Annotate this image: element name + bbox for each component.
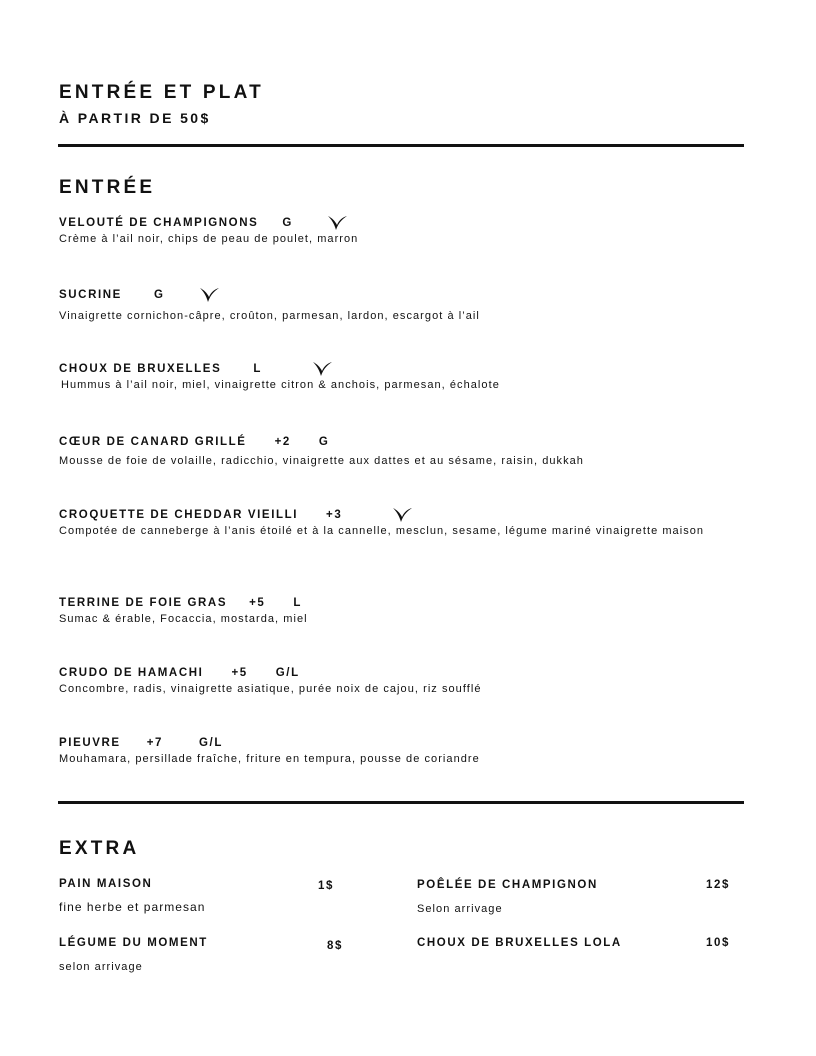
menu-item: [59, 361, 749, 393]
divider: [58, 801, 744, 804]
menu-item: [59, 735, 749, 767]
extra-item-price: 8$: [327, 940, 343, 952]
item-tag: G/L: [275, 667, 300, 679]
divider: [58, 144, 744, 147]
item-price: +7: [146, 737, 163, 749]
extra-item-price: 10$: [706, 937, 730, 949]
item-name: CROQUETTE DE CHEDDAR VIEILLI: [59, 509, 299, 521]
item-tag: G: [318, 436, 330, 448]
menu-item: [59, 434, 749, 469]
menu-item: [59, 287, 749, 324]
item-tag: L: [293, 597, 303, 609]
item-description: Hummus à l’ail noir, miel, vinaigrette citron & anchois, parmesan, échalote: [61, 379, 500, 391]
item-name: PIEUVRE: [59, 737, 121, 749]
item-tag: G/L: [199, 737, 223, 749]
leaf-icon: [327, 214, 349, 232]
leaf-icon: [392, 506, 414, 524]
leaf-icon: [199, 286, 221, 304]
item-name: SUCRINE: [59, 289, 122, 301]
extra-item-name: LÉGUME DU MOMENT: [59, 937, 208, 949]
menu-item: [59, 595, 749, 627]
item-description: Mousse de foie de volaille, radicchio, vinaigrette aux dattes et au sésame, raisin, dukkah: [59, 455, 584, 467]
item-price: +3: [326, 509, 343, 521]
item-description: Vinaigrette cornichon-câpre, croûton, parmesan, lardon, escargot à l’ail: [59, 310, 480, 322]
item-tag: L: [253, 363, 262, 375]
item-name: VELOUTÉ DE CHAMPIGNONS: [59, 217, 259, 229]
menu-subtitle: À PARTIR DE 50$: [59, 110, 211, 126]
extra-item-description: Selon arrivage: [417, 903, 503, 915]
menu-item: [59, 665, 749, 697]
extra-item-name: CHOUX DE BRUXELLES LOLA: [417, 937, 622, 949]
item-description: Crème à l’ail noir, chips de peau de poulet, marron: [59, 233, 359, 245]
item-price: +5: [231, 667, 248, 679]
extra-item-price: 12$: [706, 879, 730, 891]
menu-item: [59, 507, 749, 539]
item-name: CHOUX DE BRUXELLES: [59, 363, 222, 375]
item-tag: G: [153, 289, 165, 301]
section-title-entree: ENTRÉE: [59, 177, 156, 198]
leaf-icon: [312, 360, 334, 378]
item-description: Concombre, radis, vinaigrette asiatique, purée noix de cajou, riz soufflé: [59, 683, 482, 695]
extra-item-name: POÊLÉE DE CHAMPIGNON: [417, 879, 598, 891]
menu-title: ENTRÉE ET PLAT: [59, 82, 264, 103]
item-description: Sumac & érable, Focaccia, mostarda, miel: [59, 613, 308, 625]
item-name: CŒUR DE CANARD GRILLÉ: [59, 436, 247, 448]
extra-item-name: PAIN MAISON: [59, 878, 153, 890]
item-description: Compotée de canneberge à l’anis étoilé et à la cannelle, mesclun, sesame, légume mariné vinaigrette maison: [59, 525, 705, 537]
item-name: TERRINE DE FOIE GRAS: [59, 597, 228, 609]
extra-item-price: 1$: [318, 880, 334, 892]
menu-item: [59, 215, 749, 247]
item-name: CRUDO DE HAMACHI: [59, 667, 204, 679]
extra-item-description: selon arrivage: [59, 961, 143, 973]
section-title-extra: EXTRA: [59, 838, 140, 859]
extra-item-description: fine herbe et parmesan: [59, 900, 206, 914]
item-tag: G: [282, 217, 293, 229]
item-price: +5: [249, 597, 266, 609]
item-price: +2: [274, 436, 291, 448]
item-description: Mouhamara, persillade fraîche, friture en tempura, pousse de coriandre: [59, 753, 480, 765]
